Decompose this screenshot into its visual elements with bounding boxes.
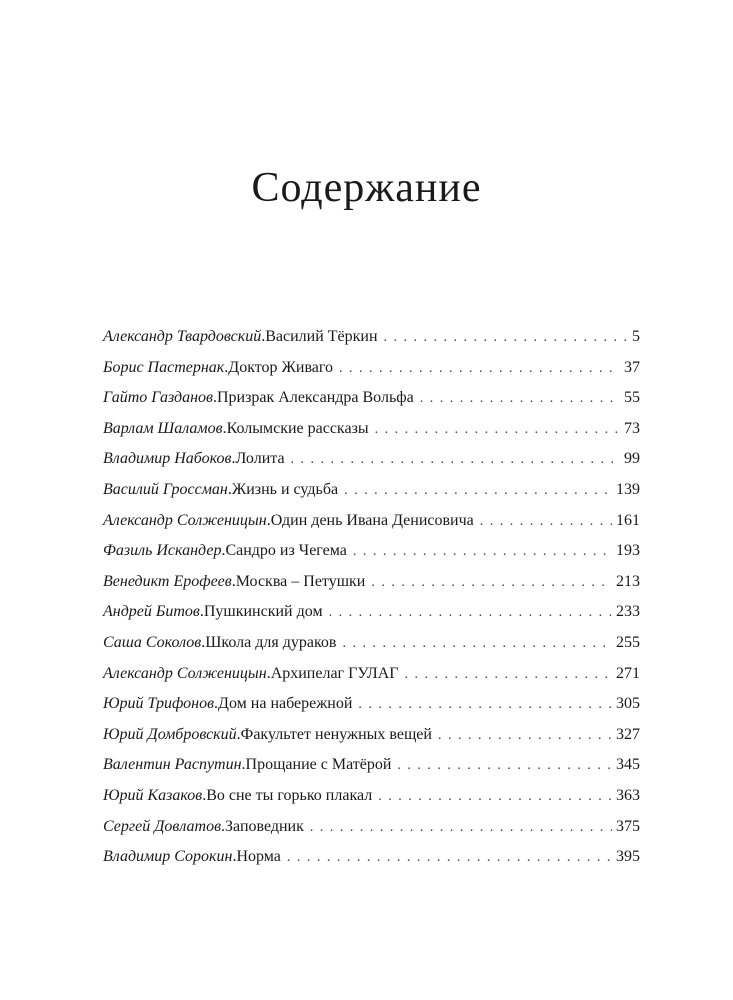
toc-entry: [103, 475, 640, 506]
toc-entry-author: Андрей Битов: [103, 603, 200, 621]
toc-entry-separator: .: [236, 725, 241, 743]
toc-entry-page-number: 345: [616, 756, 640, 774]
toc-entry: [103, 536, 640, 567]
toc-entry-separator: .: [202, 786, 207, 804]
toc-entry-title: Архипелаг ГУЛАГ: [270, 664, 399, 682]
toc-entry-page-number: 99: [624, 450, 640, 468]
toc-entry-separator: .: [232, 848, 237, 866]
toc-entry-separator: .: [231, 450, 236, 468]
toc-entry-page-number: 139: [616, 480, 640, 498]
toc-entry-author: Варлам Шаламов: [103, 419, 223, 437]
toc-entry-author: Гайто Газданов: [103, 389, 213, 407]
toc-entry-page-number: 363: [616, 786, 640, 804]
toc-entry-title: Колымские рассказы: [226, 419, 369, 437]
toc-entry-page-number: 233: [616, 603, 640, 621]
toc-entry-page-number: 193: [616, 542, 640, 560]
toc-entry: [103, 781, 640, 812]
page-title: Содержание: [251, 165, 482, 211]
toc-entry-title: Лолита: [235, 450, 285, 468]
toc-entry: [103, 720, 640, 751]
toc-entry: [103, 322, 640, 353]
toc-entry-page-number: 395: [616, 848, 640, 866]
toc-entry: [103, 414, 640, 445]
toc-entry-page-number: 305: [616, 695, 640, 713]
toc-entry-leader-dots: [329, 598, 612, 629]
toc-entry-title: Доктор Живаго: [228, 358, 334, 376]
toc-entry-separator: .: [266, 511, 271, 529]
toc-entry-title: Сандро из Чегема: [225, 542, 347, 560]
toc-entry-author: Василий Гроссман: [103, 480, 228, 498]
toc-entry: [103, 383, 640, 414]
toc-entry-author: Юрий Домбровский: [103, 725, 237, 743]
toc-entry: [103, 842, 640, 873]
toc-entry-author: Владимир Набоков: [103, 450, 232, 468]
toc-entry-title: Норма: [236, 848, 281, 866]
toc-entry-author: Валентин Распутин: [103, 756, 242, 774]
toc-entry: [103, 659, 640, 690]
toc-entry-author: Саша Соколов: [103, 633, 202, 651]
toc-entry-author: Фазиль Искандер: [103, 542, 222, 560]
toc-entry-leader-dots: [378, 782, 612, 813]
toc-entry-title: Во сне ты горько плакал: [206, 786, 373, 804]
toc-entry-page-number: 213: [616, 572, 640, 590]
toc-entry-page-number: 55: [624, 389, 640, 407]
toc-entry-leader-dots: [438, 721, 612, 752]
toc-entry-author: Александр Солженицын: [103, 511, 267, 529]
toc-entry-separator: .: [266, 664, 271, 682]
toc-entry-separator: .: [261, 328, 266, 345]
toc-entry-leader-dots: [339, 354, 620, 385]
toc-entry: [103, 353, 640, 384]
toc-entry-separator: .: [222, 419, 227, 437]
toc-entry-title: Призрак Александра Вольфа: [216, 389, 414, 407]
toc-entry-page-number: 161: [616, 511, 640, 529]
toc-entry-separator: .: [201, 633, 206, 651]
toc-entry-page-number: 375: [616, 817, 640, 835]
toc-entry-separator: .: [231, 572, 236, 590]
toc-entry-author: Венедикт Ерофеев: [103, 572, 232, 590]
toc-entry-separator: .: [221, 542, 226, 560]
toc-entry-leader-dots: [405, 660, 612, 691]
toc-entry-title: Школа для дураков: [205, 633, 337, 651]
toc-entry-leader-dots: [310, 813, 612, 844]
toc-entry: [103, 444, 640, 475]
toc-entry: [103, 689, 640, 720]
toc-entry-leader-dots: [287, 843, 612, 874]
toc-entry-separator: .: [227, 480, 232, 498]
toc-entry-leader-dots: [480, 507, 612, 538]
toc-entry: [103, 812, 640, 843]
toc-entry-leader-dots: [375, 415, 620, 446]
toc-entry-leader-dots: [371, 568, 612, 599]
toc-entry-page-number: 73: [624, 419, 640, 437]
toc-entry-title: Пушкинский дом: [203, 603, 323, 621]
toc-entry-title: Жизнь и судьба: [231, 480, 339, 498]
toc-entry-page-number: 5: [632, 328, 640, 345]
toc-entry-separator: .: [212, 389, 217, 407]
toc-entry-author: Юрий Трифонов: [103, 695, 215, 713]
toc-entry-author: Александр Солженицын: [103, 664, 267, 682]
toc-entry: [103, 506, 640, 537]
toc-entry-author: Сергей Довлатов: [103, 817, 222, 835]
toc-entry-separator: .: [221, 817, 226, 835]
toc-entry-title: Василий Тёркин: [265, 328, 378, 345]
toc-entry-leader-dots: [397, 751, 612, 782]
toc-entry-separator: .: [224, 358, 229, 376]
toc-entry: [103, 567, 640, 598]
toc-entry-author: Юрий Казаков: [103, 786, 203, 804]
toc-entry-title: Дом на набережной: [218, 695, 353, 713]
toc-entry-title: Заповедник: [225, 817, 304, 835]
toc-entry-title: Прощание с Матёрой: [245, 756, 392, 774]
toc-entry-author: Александр Твардовский: [103, 328, 262, 345]
toc-entry-author: Владимир Сорокин: [103, 848, 233, 866]
toc-entry-separator: .: [241, 756, 246, 774]
toc-entry: [103, 597, 640, 628]
toc-entry-page-number: 271: [616, 664, 640, 682]
toc-entry-leader-dots: [344, 476, 612, 507]
toc-entry-separator: .: [199, 603, 204, 621]
toc-entry-page-number: 255: [616, 633, 640, 651]
toc-entry-leader-dots: [384, 323, 628, 354]
toc-entry-leader-dots: [291, 445, 620, 476]
toc-entry-leader-dots: [358, 690, 612, 721]
toc-entry-leader-dots: [420, 384, 620, 415]
toc-entry-page-number: 37: [624, 358, 640, 376]
table-of-contents: [103, 322, 640, 873]
toc-entry-title: Факультет ненужных вещей: [240, 725, 432, 743]
toc-entry-separator: .: [214, 695, 219, 713]
toc-entry: [103, 628, 640, 659]
toc-entry-page-number: 327: [616, 725, 640, 743]
toc-entry-author: Борис Пастернак: [103, 358, 225, 376]
toc-entry-leader-dots: [342, 629, 612, 660]
toc-entry-title: Москва – Петушки: [235, 572, 366, 590]
toc-entry-leader-dots: [353, 537, 612, 568]
toc-entry: [103, 750, 640, 781]
toc-entry-title: Один день Ивана Денисовича: [270, 511, 474, 529]
